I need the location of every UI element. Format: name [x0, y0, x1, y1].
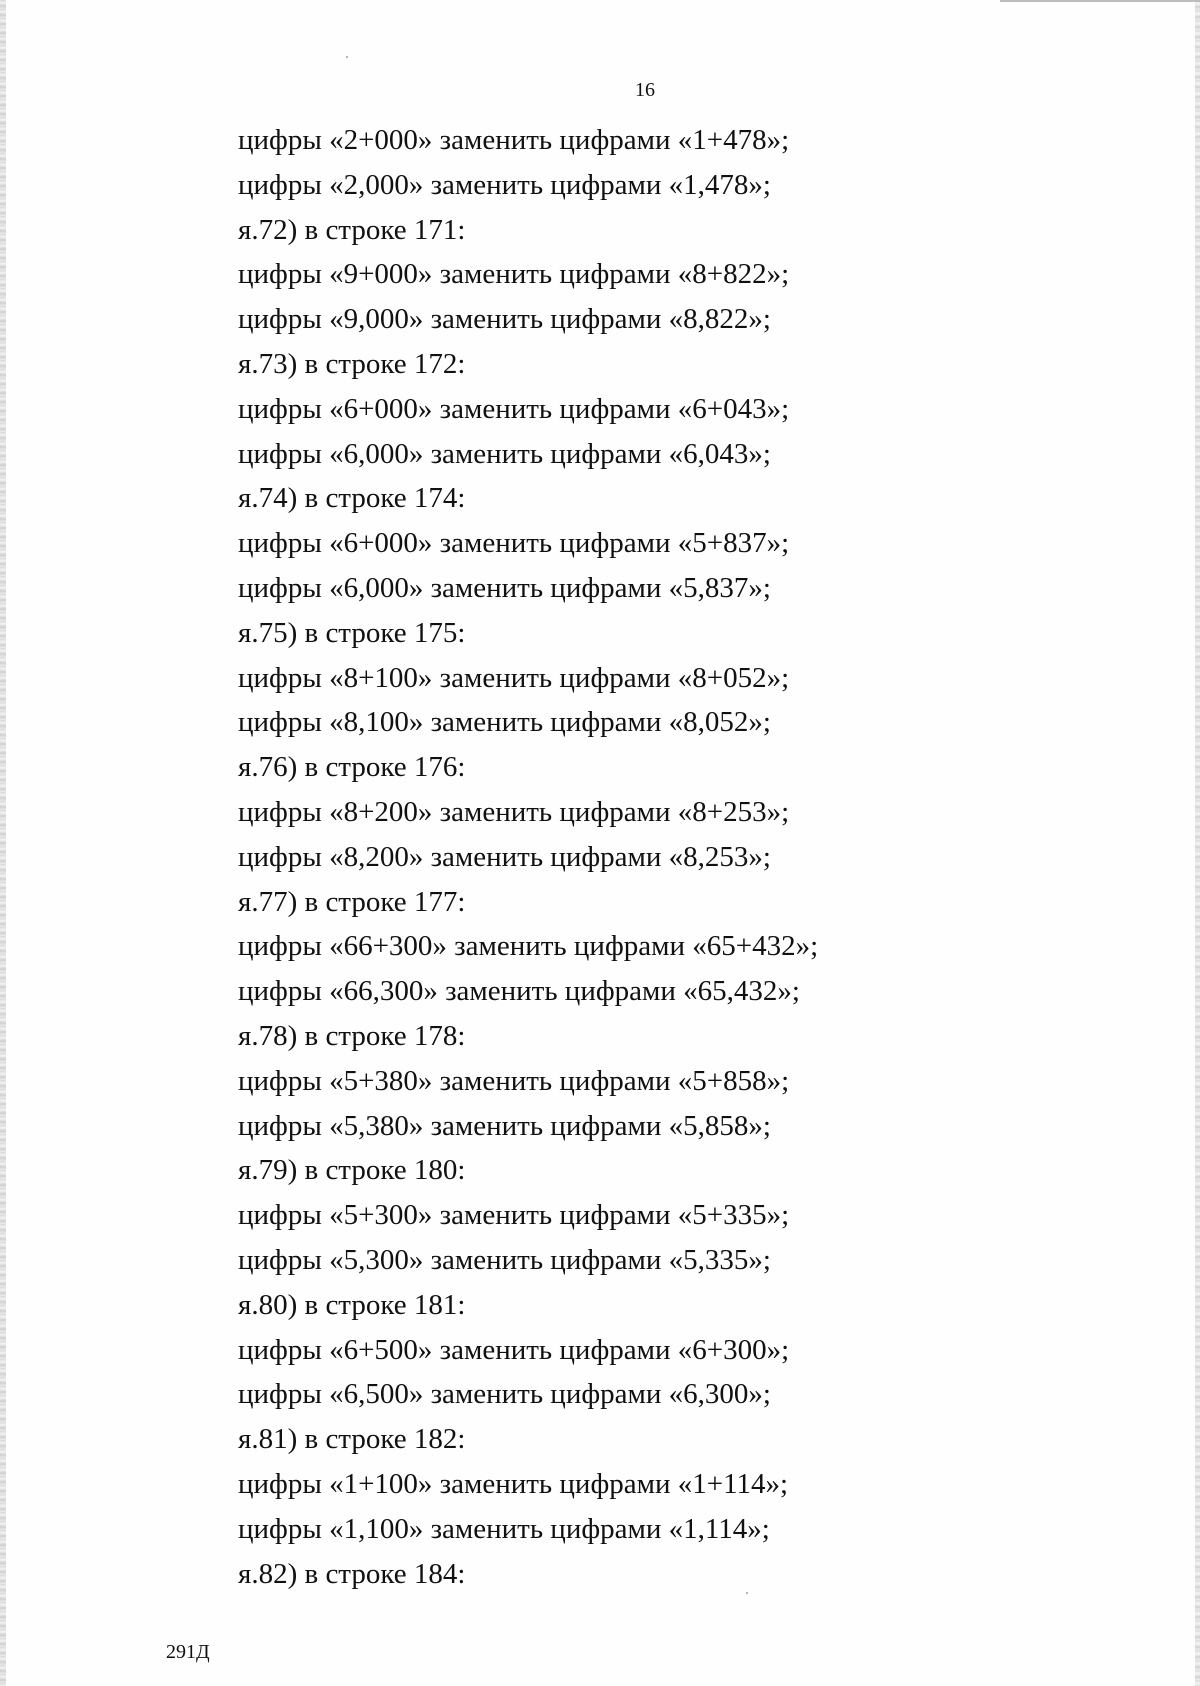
text-line: цифры «9+000» заменить цифрами «8+822»; — [238, 258, 790, 291]
text-line: цифры «8,100» заменить цифрами «8,052»; — [238, 706, 771, 739]
text-line: цифры «1,100» заменить цифрами «1,114»; — [238, 1512, 770, 1545]
text-line: цифры «9,000» заменить цифрами «8,822»; — [238, 303, 771, 336]
text-line: цифры «1+100» заменить цифрами «1+114»; — [238, 1467, 789, 1500]
item-heading: я.78) в строке 178: — [238, 1019, 466, 1052]
scan-speck — [346, 56, 348, 58]
text-line: цифры «6,500» заменить цифрами «6,300»; — [238, 1378, 771, 1411]
text-line: цифры «2,000» заменить цифрами «1,478»; — [238, 168, 771, 201]
text-line: цифры «8,200» заменить цифрами «8,253»; — [238, 840, 771, 873]
text-line: цифры «6+000» заменить цифрами «6+043»; — [238, 392, 790, 425]
item-heading: я.72) в строке 171: — [238, 213, 466, 246]
document-code: 291Д — [166, 1641, 210, 1663]
text-line: цифры «6+500» заменить цифрами «6+300»; — [238, 1333, 790, 1366]
scan-edge-top — [1000, 0, 1200, 2]
text-line: цифры «2+000» заменить цифрами «1+478»; — [238, 124, 790, 156]
scan-speck — [746, 1592, 748, 1594]
text-line: цифры «6,000» заменить цифрами «6,043»; — [238, 437, 771, 470]
scan-edge-right — [1195, 0, 1200, 1686]
text-line: цифры «66,300» заменить цифрами «65,432»; — [238, 975, 800, 1008]
item-heading: я.81) в строке 182: — [238, 1423, 466, 1456]
text-line: цифры «5+300» заменить цифрами «5+335»; — [238, 1199, 790, 1232]
item-heading: я.80) в строке 181: — [238, 1288, 466, 1321]
item-heading: я.77) в строке 177: — [238, 885, 466, 918]
item-heading: я.73) в строке 172: — [238, 347, 466, 380]
item-heading: я.79) в строке 180: — [238, 1154, 466, 1187]
item-heading: я.74) в строке 174: — [238, 482, 466, 515]
text-line: цифры «5+380» заменить цифрами «5+858»; — [238, 1064, 790, 1097]
item-heading: я.75) в строке 175: — [238, 616, 466, 649]
text-line: цифры «6+000» заменить цифрами «5+837»; — [238, 527, 790, 560]
text-line: цифры «8+200» заменить цифрами «8+253»; — [238, 795, 790, 828]
text-line: цифры «6,000» заменить цифрами «5,837»; — [238, 571, 771, 604]
item-heading: я.82) в строке 184: — [238, 1557, 466, 1590]
text-line: цифры «5,300» заменить цифрами «5,335»; — [238, 1243, 771, 1276]
page-number: 16 — [635, 79, 655, 101]
text-line: цифры «5,380» заменить цифрами «5,858»; — [238, 1109, 771, 1142]
item-heading: я.76) в строке 176: — [238, 751, 466, 784]
scan-edge-left — [0, 0, 6, 1686]
text-line: цифры «8+100» заменить цифрами «8+052»; — [238, 661, 790, 694]
text-line: цифры «66+300» заменить цифрами «65+432»; — [238, 930, 819, 963]
document-body — [238, 118, 1138, 1596]
